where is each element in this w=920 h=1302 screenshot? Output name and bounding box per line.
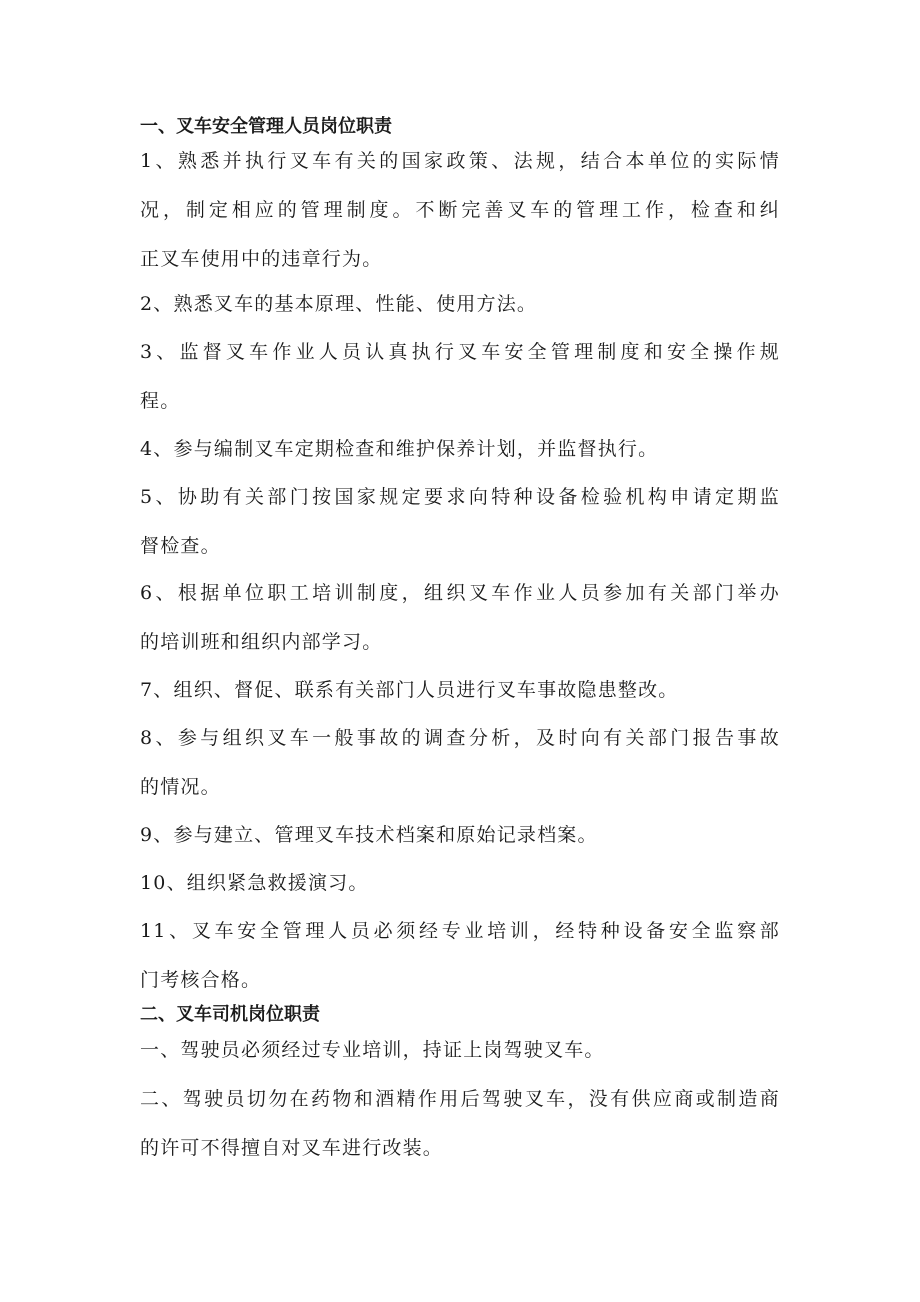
duty-item-1 [140,137,780,284]
duty-item-line: 况，制定相应的管理制度。不断完善叉车的管理工作，检查和纠 [140,199,780,221]
driver-item-line: 一、驾驶员必须经过专业培训，持证上岗驾驶叉车。 [140,1039,605,1061]
duty-item-6 [140,569,780,667]
duty-item-line: 8、参与组织叉车一般事故的调查分析，及时向有关部门报告事故 [140,727,780,749]
duty-item-line: 11、叉车安全管理人员必须经专业培训，经特种设备安全监察部 [140,920,780,942]
duty-item-line: 的情况。 [140,776,221,798]
duty-item-line: 程。 [140,390,181,412]
section-heading-forklift-driver: 二、叉车司机岗位职责 [140,1004,320,1025]
section-heading-forklift-safety-manager: 一、叉车安全管理人员岗位职责 [140,116,392,137]
duty-item-line: 门考核合格。 [140,969,262,991]
duty-item-11 [140,907,780,1005]
duty-item-9 [140,811,780,860]
duty-item-line: 督检查。 [140,535,221,557]
duty-item-line: 正叉车使用中的违章行为。 [140,248,383,270]
driver-item-line: 的许可不得擅自对叉车进行改装。 [140,1137,444,1159]
duty-item-7 [140,666,780,715]
duty-item-8 [140,714,780,812]
duty-item-10 [140,859,780,908]
duty-item-line: 10、组织紧急救援演习。 [140,872,369,894]
duty-item-5 [140,473,780,571]
duty-item-3 [140,328,780,426]
driver-item-line: 二、驾驶员切勿在药物和酒精作用后驾驶叉车，没有供应商或制造商 [140,1088,780,1110]
duty-item-line: 5、协助有关部门按国家规定要求向特种设备检验机构申请定期监 [140,486,780,508]
duty-item-line: 6、根据单位职工培训制度，组织叉车作业人员参加有关部门举办 [140,582,780,604]
duty-item-line: 2、熟悉叉车的基本原理、性能、使用方法。 [140,293,538,315]
driver-item-1 [140,1026,780,1075]
duty-item-line: 4、参与编制叉车定期检查和维护保养计划，并监督执行。 [140,438,659,460]
duty-item-line: 7、组织、督促、联系有关部门人员进行叉车事故隐患整改。 [140,679,679,701]
duty-item-line: 1、熟悉并执行叉车有关的国家政策、法规，结合本单位的实际情 [140,150,780,172]
duty-item-4 [140,425,780,474]
duty-item-line: 3、监督叉车作业人员认真执行叉车安全管理制度和安全操作规 [140,341,780,363]
duty-item-2 [140,280,780,329]
duty-item-line: 9、参与建立、管理叉车技术档案和原始记录档案。 [140,824,598,846]
driver-item-2 [140,1075,780,1173]
duty-item-line: 的培训班和组织内部学习。 [140,631,383,653]
